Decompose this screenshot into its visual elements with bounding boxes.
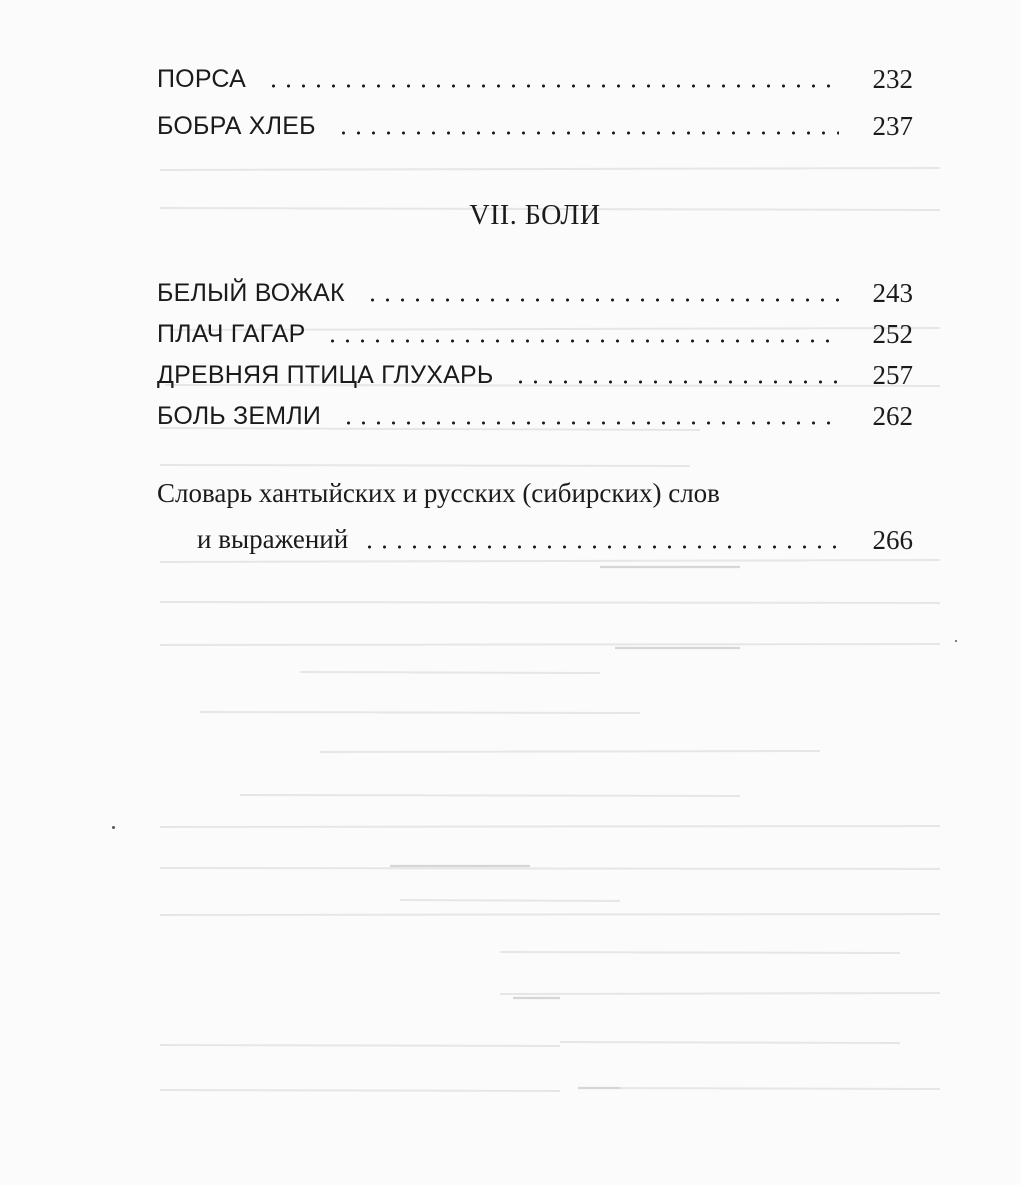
toc-entry bbox=[157, 311, 913, 351]
toc-entry-page: 237 bbox=[872, 111, 913, 141]
toc-entry-dictionary bbox=[197, 517, 913, 557]
dot-leader bbox=[362, 544, 839, 550]
section-heading: VII. БОЛИ bbox=[469, 200, 601, 231]
toc-entry-page: 243 bbox=[872, 278, 913, 308]
dictionary-title-line2: и выражений bbox=[197, 524, 349, 554]
dot-leader bbox=[336, 130, 839, 136]
dictionary-title-line1: Словарь хантыйских и русских (сибирских) слов bbox=[157, 478, 720, 508]
toc-entry-title: БОЛЬ ЗЕМЛИ bbox=[157, 402, 322, 430]
toc-entry bbox=[157, 393, 913, 433]
toc-entry bbox=[157, 270, 913, 310]
dot-leader bbox=[266, 83, 839, 89]
toc-entry-title: ПЛАЧ ГАГАР bbox=[157, 320, 306, 348]
paper-speck bbox=[112, 826, 115, 829]
toc-entry-page: 257 bbox=[872, 360, 913, 390]
toc-entry bbox=[157, 56, 913, 96]
dot-leader bbox=[325, 338, 839, 344]
toc-entry bbox=[157, 103, 913, 143]
toc-entry bbox=[157, 352, 913, 392]
dot-leader bbox=[365, 297, 839, 303]
toc-entry-title: ДРЕВНЯЯ ПТИЦА ГЛУХАРЬ bbox=[157, 361, 494, 389]
toc-entry-page: 232 bbox=[872, 64, 913, 94]
toc-entry-title: БЕЛЫЙ ВОЖАК bbox=[157, 279, 345, 307]
dictionary-page: 266 bbox=[872, 525, 913, 555]
dot-leader bbox=[341, 420, 839, 426]
dot-leader bbox=[513, 379, 839, 385]
paper-speck bbox=[955, 640, 957, 642]
toc-entry-page: 262 bbox=[872, 401, 913, 431]
toc-entry-title: ПОРСА bbox=[157, 65, 246, 93]
toc-entry-page: 252 bbox=[872, 319, 913, 349]
toc-entry-title: БОБРА ХЛЕБ bbox=[157, 112, 316, 140]
